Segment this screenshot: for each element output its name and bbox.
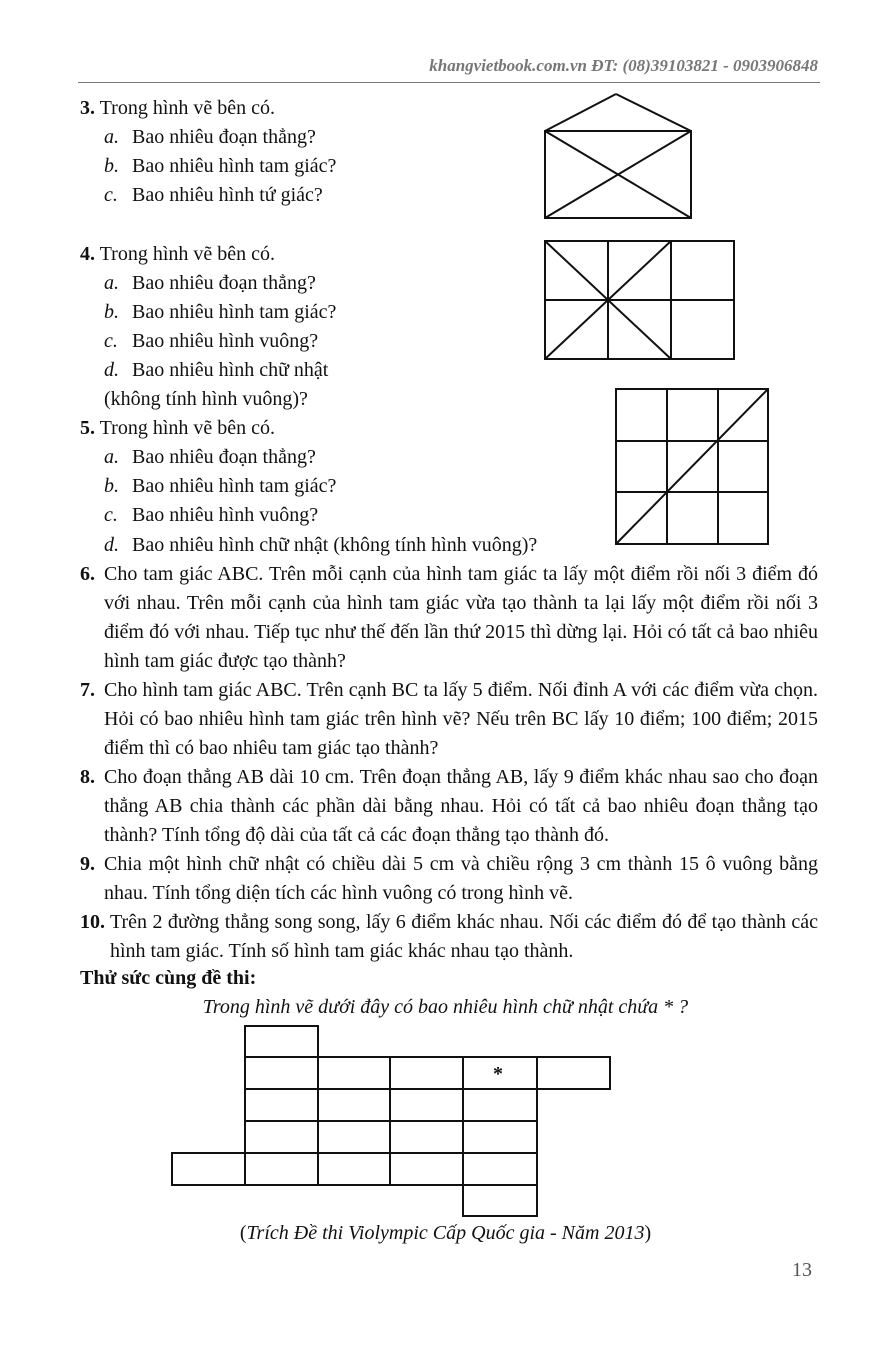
q5-d-text: Bao nhiêu hình chữ nhật (không tính hình vuông)? (132, 534, 538, 556)
q5-a-text: Bao nhiêu đoạn thẳng? (132, 446, 316, 468)
q4-b-text: Bao nhiêu hình tam giác? (132, 301, 337, 323)
q5-b-label: b. (104, 475, 119, 497)
q6-text: Cho tam giác ABC. Trên mỗi cạnh của hình tam giác ta lấy một điểm rồi nối 3 điểm đó với nhau. Trên mỗi cạnh của hình tam giác vừa tạo thành ta lại lấy một điểm rồi nối 3 điểm đó với nhau. Tiếp tục như thế đến lần thứ 2015 thì dừng lại. Hỏi có tất cả bao nhiêu hình tam giác được tạo thành? (104, 563, 818, 672)
source-text: Trích Đề thi Violympic Cấp Quốc gia - Năm 2013 (246, 1222, 645, 1244)
q3-b-text: Bao nhiêu hình tam giác? (132, 155, 337, 177)
q7-text: Cho hình tam giác ABC. Trên cạnh BC ta lấy 5 điểm. Nối đỉnh A với các điểm vừa chọn. Hỏi có bao nhiêu hình tam giác trên hình vẽ? Nếu trên BC lấy 10 điểm; 100 điểm; 2015 điểm thì có bao nhiêu tam giác tạo thành? (104, 679, 818, 759)
page-number: 13 (792, 1259, 812, 1281)
q6-number: 6. (80, 563, 95, 585)
q4-number: 4. (80, 243, 95, 265)
q5-text: Trong hình vẽ bên có. (99, 417, 276, 439)
q3-c-label: c. (104, 184, 118, 206)
q5-d-label: d. (104, 534, 119, 556)
q4-d-continued: (không tính hình vuông)? (104, 388, 308, 410)
q5-c-text: Bao nhiêu hình vuông? (132, 504, 319, 526)
q9-number: 9. (80, 853, 95, 875)
contest-question: Trong hình vẽ dưới đây có bao nhiêu hình chữ nhật chứa * ? (202, 996, 689, 1018)
source-open-paren: ( (239, 1222, 247, 1244)
q4-d-text: Bao nhiêu hình chữ nhật (132, 359, 329, 381)
q3-a-text: Bao nhiêu đoạn thẳng? (132, 126, 316, 148)
q3-text: Trong hình vẽ bên có. (99, 97, 276, 119)
q3-number: 3. (80, 97, 95, 119)
contest-heading: Thử sức cùng đề thi: (80, 967, 257, 989)
q8-text: Cho đoạn thẳng AB dài 10 cm. Trên đoạn thẳng AB, lấy 9 điểm khác nhau sao cho đoạn thẳng AB chia thành các phần dài bằng nhau. Hỏi có tất cả bao nhiêu đoạn thẳng tạo thành? Tính tổng độ dài của tất cả các đoạn thẳng tạo thành đó. (104, 766, 818, 846)
source-close-paren: ) (644, 1222, 652, 1244)
q10-number: 10. (80, 911, 105, 933)
q4-c-text: Bao nhiêu hình vuông? (132, 330, 319, 352)
q10-text: Trên 2 đường thẳng song song, lấy 6 điểm khác nhau. Nối các điểm đó để tạo thành các hình tam giác. Tính số hình tam giác khác nhau tạo thành. (110, 911, 818, 962)
q5-b-text: Bao nhiêu hình tam giác? (132, 475, 337, 497)
q7-number: 7. (80, 679, 95, 701)
contest-source (0, 1222, 891, 1245)
q4-c-label: c. (104, 330, 118, 352)
page-header: khangvietbook.com.vn ĐT: (08)39103821 - 0903906848 (429, 56, 818, 75)
q9-text: Chia một hình chữ nhật có chiều dài 5 cm và chiều rộng 3 cm thành 15 ô vuông bằng nhau. Tính tổng diện tích các hình vuông có trong hình vẽ. (104, 853, 818, 904)
q3-c-text: Bao nhiêu hình tứ giác? (132, 184, 323, 206)
q4-b-label: b. (104, 301, 119, 323)
q4-a-text: Bao nhiêu đoạn thẳng? (132, 272, 316, 294)
q3-b-label: b. (104, 155, 119, 177)
star-marker: * (493, 1063, 503, 1085)
q8-number: 8. (80, 766, 95, 788)
q3-a-label: a. (104, 126, 119, 148)
q4-text: Trong hình vẽ bên có. (99, 243, 276, 265)
q4-a-label: a. (104, 272, 119, 294)
q5-c-label: c. (104, 504, 118, 526)
q5-a-label: a. (104, 446, 119, 468)
q4-d-label: d. (104, 359, 119, 381)
q5-number: 5. (80, 417, 95, 439)
